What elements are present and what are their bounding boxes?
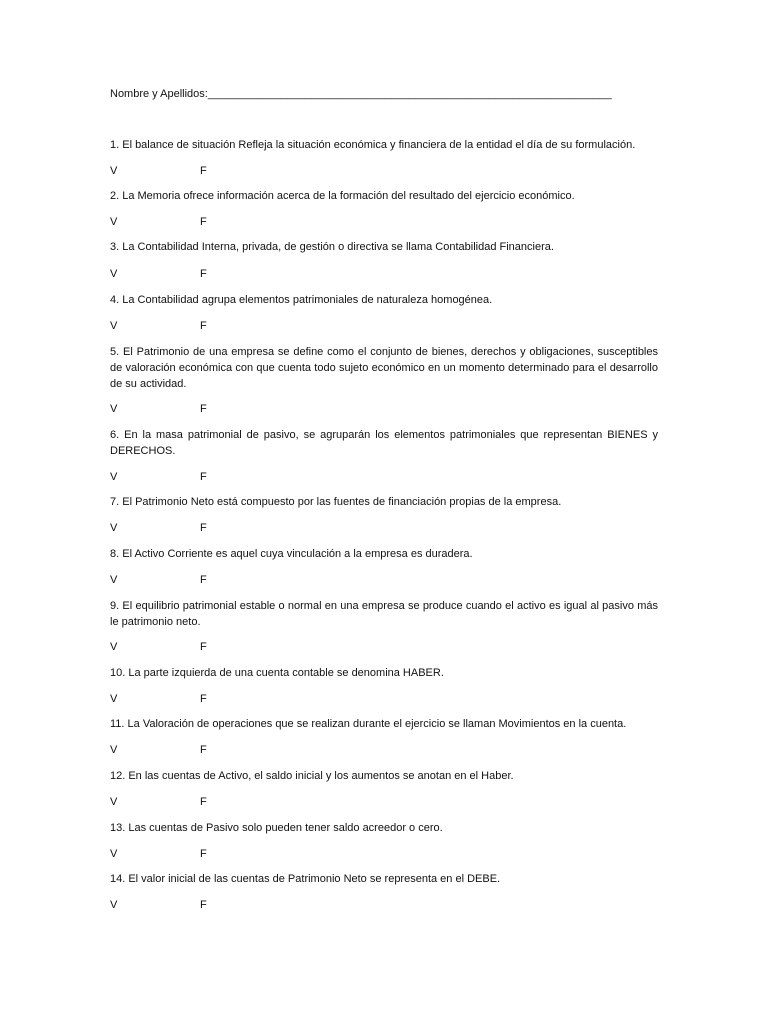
name-label: Nombre y Apellidos: <box>110 88 208 100</box>
question-11: 11. La Valoración de operaciones que se realizan durante el ejercicio se llaman Movimientos en la cuenta. <box>110 718 627 730</box>
option-false[interactable]: F <box>200 899 207 911</box>
name-field-line <box>110 86 612 102</box>
answer-options-1 <box>110 163 310 179</box>
answer-options-13 <box>110 846 310 862</box>
question-6: 6. En la masa patrimonial de pasivo, se agruparán los elementos patrimoniales que representan BIENES y DERECHOS. <box>110 429 658 457</box>
option-false[interactable]: F <box>200 693 207 705</box>
option-false[interactable]: F <box>200 574 207 586</box>
question-9: 9. El equilibrio patrimonial estable o normal en una empresa se produce cuando el activo es igual al pasivo más le patrimonio neto. <box>110 600 658 628</box>
name-blank[interactable]: __________________________________________________________________ <box>207 88 612 100</box>
answer-options-11 <box>110 742 310 758</box>
option-false[interactable]: F <box>200 522 207 534</box>
option-false[interactable]: F <box>200 216 207 228</box>
option-true[interactable]: V <box>110 320 118 332</box>
question-3: 3. La Contabilidad Interna, privada, de gestión o directiva se llama Contabilidad Financiera. <box>110 241 554 253</box>
option-false[interactable]: F <box>200 471 207 483</box>
option-true[interactable]: V <box>110 744 118 756</box>
answer-options-14 <box>110 897 310 913</box>
option-true[interactable]: V <box>110 641 118 653</box>
answer-options-12 <box>110 794 310 810</box>
option-true[interactable]: V <box>110 471 118 483</box>
answer-options-4 <box>110 318 310 334</box>
answer-options-10 <box>110 691 310 707</box>
option-true[interactable]: V <box>110 216 118 228</box>
option-false[interactable]: F <box>200 796 207 808</box>
question-13: 13. Las cuentas de Pasivo solo pueden tener saldo acreedor o cero. <box>110 822 443 834</box>
question-5: 5. El Patrimonio de una empresa se define como el conjunto de bienes, derechos y obligaciones, susceptibles de valoración económica con que cuenta todo sujeto económico en un momento determinado para el desarrollo de su actividad. <box>110 346 658 390</box>
question-2: 2. La Memoria ofrece información acerca de la formación del resultado del ejercicio económico. <box>110 190 575 202</box>
question-7: 7. El Patrimonio Neto está compuesto por las fuentes de financiación propias de la empresa. <box>110 496 562 508</box>
option-true[interactable]: V <box>110 693 118 705</box>
question-1: 1. El balance de situación Refleja la situación económica y financiera de la entidad el día de su formulación. <box>110 139 636 151</box>
option-true[interactable]: V <box>110 268 118 280</box>
option-false[interactable]: F <box>200 403 207 415</box>
option-true[interactable]: V <box>110 574 118 586</box>
answer-options-6 <box>110 469 310 485</box>
question-12: 12. En las cuentas de Activo, el saldo inicial y los aumentos se anotan en el Haber. <box>110 770 514 782</box>
answer-options-8 <box>110 572 310 588</box>
question-4: 4. La Contabilidad agrupa elementos patrimoniales de naturaleza homogénea. <box>110 294 493 306</box>
option-true[interactable]: V <box>110 848 118 860</box>
option-true[interactable]: V <box>110 899 118 911</box>
answer-options-2 <box>110 214 310 230</box>
option-true[interactable]: V <box>110 403 118 415</box>
option-true[interactable]: V <box>110 796 118 808</box>
answer-options-5 <box>110 401 310 417</box>
option-false[interactable]: F <box>200 744 207 756</box>
answer-options-9 <box>110 639 310 655</box>
answer-options-7 <box>110 520 310 536</box>
option-true[interactable]: V <box>110 522 118 534</box>
option-false[interactable]: F <box>200 641 207 653</box>
option-false[interactable]: F <box>200 320 207 332</box>
option-false[interactable]: F <box>200 165 207 177</box>
question-14: 14. El valor inicial de las cuentas de Patrimonio Neto se representa en el DEBE. <box>110 873 501 885</box>
question-10: 10. La parte izquierda de una cuenta contable se denomina HABER. <box>110 667 444 679</box>
option-false[interactable]: F <box>200 268 207 280</box>
question-8: 8. El Activo Corriente es aquel cuya vinculación a la empresa es duradera. <box>110 548 473 560</box>
option-true[interactable]: V <box>110 165 118 177</box>
answer-options-3 <box>110 266 310 282</box>
option-false[interactable]: F <box>200 848 207 860</box>
